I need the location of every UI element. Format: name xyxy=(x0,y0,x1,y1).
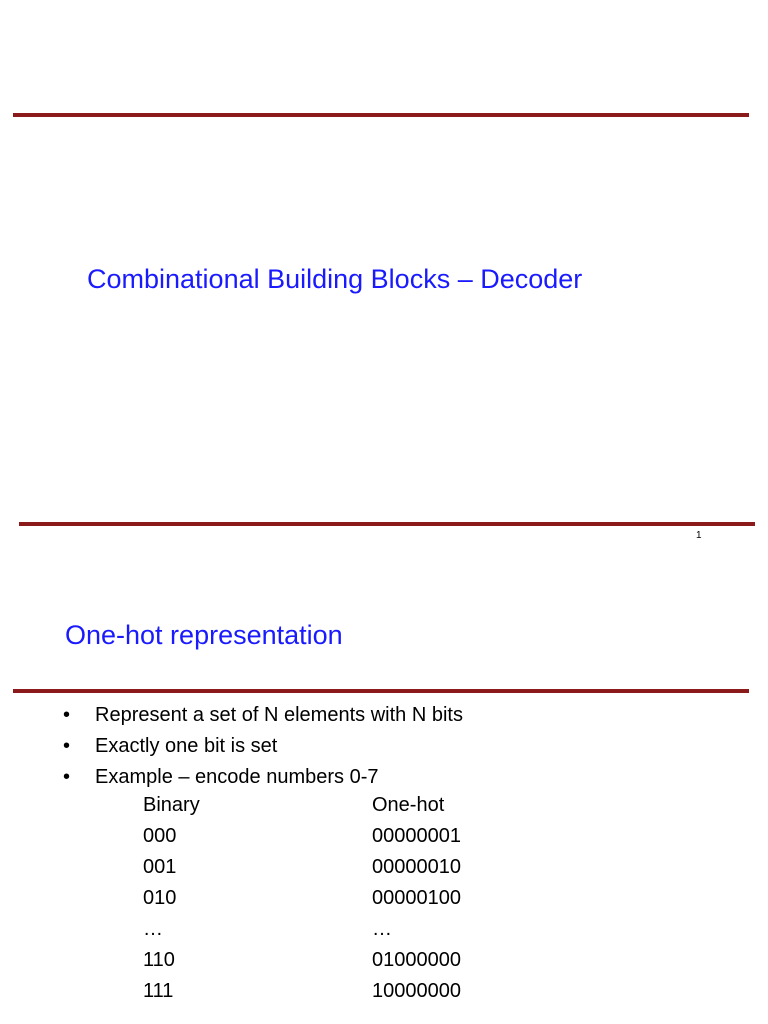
slide-2-title: One-hot representation xyxy=(65,620,343,650)
bullet-list xyxy=(63,702,463,795)
bullet-text: Exactly one bit is set xyxy=(95,735,278,757)
binary-cell: 110 xyxy=(143,949,175,971)
one-hot-cell: 10000000 xyxy=(372,980,461,1002)
header-one-hot: One-hot xyxy=(372,794,445,816)
list-item xyxy=(63,733,463,764)
table-header-row xyxy=(143,792,461,823)
table-row xyxy=(143,823,461,854)
bullet-dot-icon: • xyxy=(63,735,71,757)
table-row xyxy=(143,885,461,916)
page-number: 1 xyxy=(696,530,702,541)
one-hot-cell: 00000010 xyxy=(372,856,461,878)
slide-1-title: Combinational Building Blocks – Decoder xyxy=(87,264,583,294)
top-rule xyxy=(13,113,749,117)
one-hot-cell: … xyxy=(372,918,392,940)
table-row xyxy=(143,978,461,1009)
bullet-dot-icon: • xyxy=(63,766,71,788)
table-row xyxy=(143,947,461,978)
table-row xyxy=(143,916,461,947)
bullet-text: Represent a set of N elements with N bits xyxy=(95,704,463,726)
list-item xyxy=(63,764,463,795)
binary-cell: 001 xyxy=(143,856,177,878)
header-binary: Binary xyxy=(143,794,200,816)
bullet-text: Example – encode numbers 0-7 xyxy=(95,766,379,788)
binary-cell: 000 xyxy=(143,825,177,847)
list-item xyxy=(63,702,463,733)
one-hot-cell: 00000001 xyxy=(372,825,461,847)
one-hot-cell: 01000000 xyxy=(372,949,461,971)
binary-cell: … xyxy=(143,918,163,940)
binary-cell: 111 xyxy=(143,980,174,1002)
slide-1-bottom-rule xyxy=(19,522,755,526)
slide-2-title-rule xyxy=(13,689,749,693)
bullet-dot-icon: • xyxy=(63,704,71,726)
binary-cell: 010 xyxy=(143,887,177,909)
encoding-table xyxy=(143,792,461,1009)
one-hot-cell: 00000100 xyxy=(372,887,461,909)
table-row xyxy=(143,854,461,885)
